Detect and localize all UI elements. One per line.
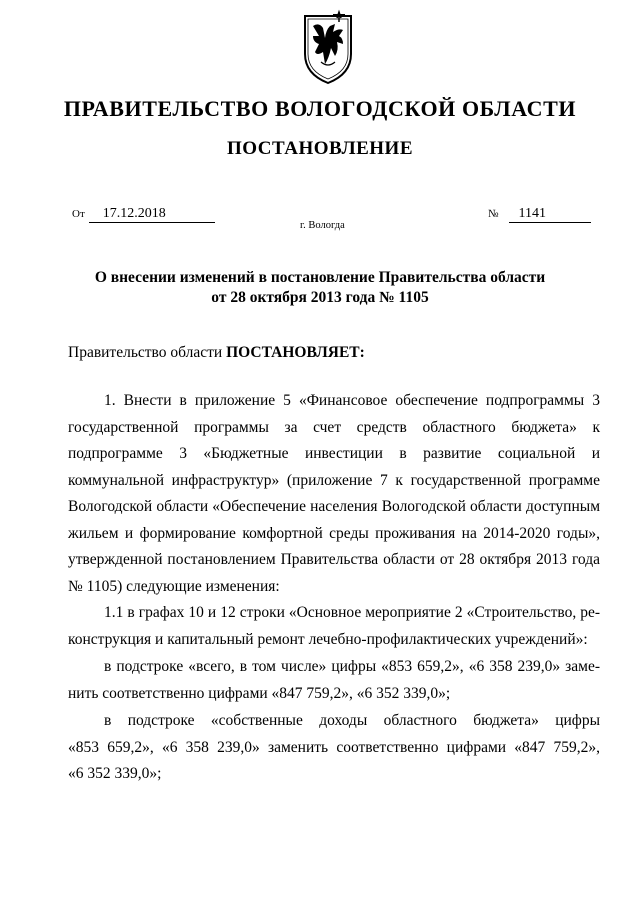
number-block	[488, 204, 591, 223]
paragraph-line: нить соответственно цифрами «847 759,2», «6 352 339,0»;	[68, 684, 451, 702]
paragraph-line: № 1105) следующие изменения:	[68, 577, 280, 595]
paragraph-line: коммунальной инфраструктур» (приложение 7 к государственной программе	[68, 471, 600, 489]
paragraph-2	[68, 600, 600, 653]
paragraph-4	[68, 708, 600, 788]
date-prefix: От	[72, 208, 85, 220]
preamble	[68, 340, 600, 367]
paragraph-line: 1.1 в графах 10 и 12 строки «Основное мероприятие 2 «Строительство, ре-	[104, 604, 600, 621]
number-prefix: №	[488, 208, 499, 220]
document-type: ПОСТАНОВЛЕНИЕ	[226, 138, 414, 159]
paragraph-line: 1. Внести в приложение 5 «Финансовое обеспечение подпрограммы 3	[104, 392, 600, 409]
paragraph-3	[68, 654, 600, 707]
paragraph-line: в подстроке «всего, в том числе» цифры «853 659,2», «6 358 239,0» заме-	[104, 658, 600, 675]
paragraph-line: Вологодской области «Обеспечение населения Вологодской области доступным	[68, 498, 600, 515]
paragraph-line: утвержденной постановлением Правительства области от 28 октября 2013 года	[68, 551, 600, 568]
paragraph-line: конструкция и капитальный ремонт лечебно-профилактических учреждений»:	[68, 630, 588, 648]
document-title-line-2: от 28 октября 2013 года № 1105	[211, 289, 429, 306]
date-block	[72, 204, 215, 223]
paragraph-line: подпрограмме 3 «Бюджетные инвестиции в развитие социальной и	[68, 445, 600, 462]
city: г. Вологда	[300, 220, 345, 231]
paragraph-line: жильем и формирование комфортной среды проживания на 2014-2020 годы»,	[68, 524, 600, 542]
paragraph-line: «853 659,2», «6 358 239,0» заменить соответственно цифрами «847 759,2»,	[68, 738, 600, 756]
preamble-emphasis: ПОСТАНОВЛЯЕТ:	[226, 344, 365, 361]
paragraph-line: «6 352 339,0»;	[68, 765, 162, 782]
document-title-line-1: О внесении изменений в постановление Правительства области	[94, 269, 546, 286]
preamble-text: Правительство области	[68, 344, 227, 361]
paragraph-line: государственной программы за счет средств областного бюджета» к	[68, 418, 600, 436]
organization-title: ПРАВИТЕЛЬСТВО ВОЛОГОДСКОЙ ОБЛАСТИ	[63, 96, 577, 121]
coat-of-arms-icon	[299, 8, 357, 86]
paragraph-1	[68, 388, 600, 600]
document-title	[0, 268, 640, 308]
number-value: 1141	[509, 206, 591, 223]
date-value: 17.12.2018	[89, 206, 215, 223]
paragraph-line: в подстроке «собственные доходы областного бюджета» цифры	[104, 712, 600, 729]
